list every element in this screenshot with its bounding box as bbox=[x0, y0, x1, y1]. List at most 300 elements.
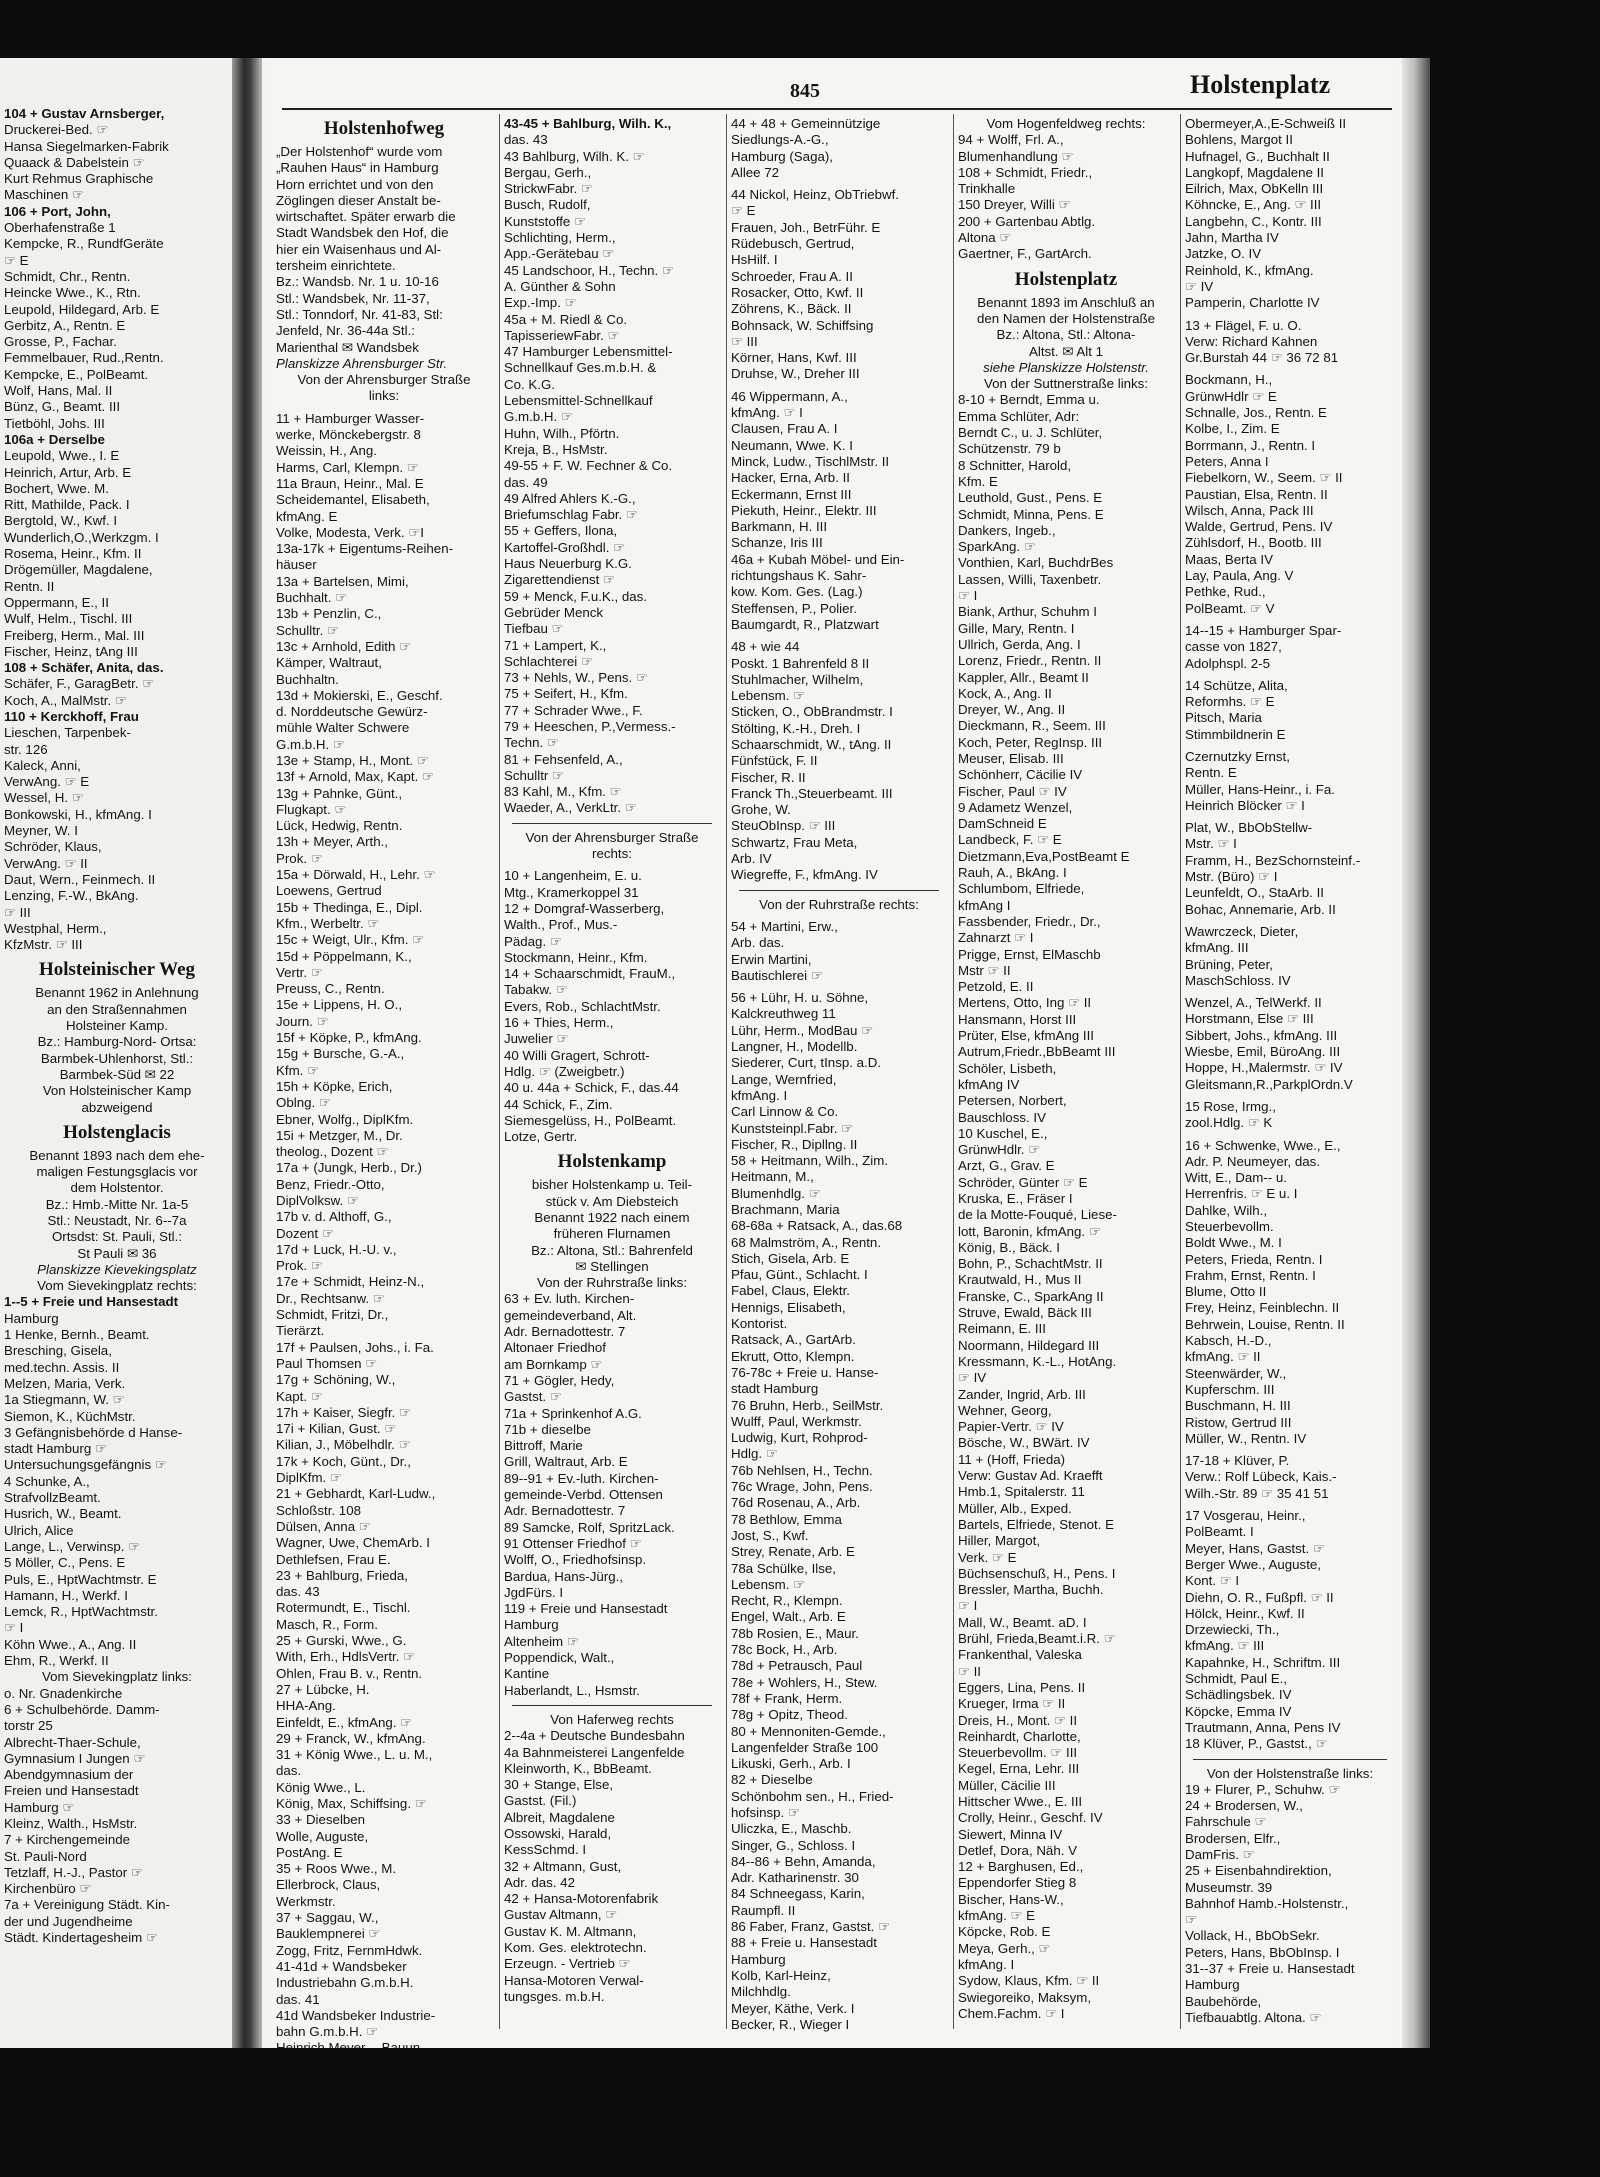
directory-entry-line: Langner, H., Modellb. bbox=[731, 1039, 858, 1055]
directory-entry-line: Singer, G., Schloss. I bbox=[731, 1837, 856, 1853]
directory-entry-line: Bergtold, W., Kwf. I bbox=[4, 513, 118, 529]
directory-entry-line: Peters, Anna I bbox=[1185, 453, 1269, 469]
directory-entry-line: Journ. ☞ bbox=[276, 1013, 329, 1029]
directory-entry-line: JgdFürs. I bbox=[504, 1584, 564, 1600]
street-note: bisher Holstenkamp u. Teil- bbox=[531, 1177, 693, 1193]
directory-entry-line: Adr. das. 42 bbox=[504, 1874, 575, 1890]
directory-entry-line: Schlichting, Herm., bbox=[504, 230, 616, 246]
directory-entry-line: Hennigs, Elisabeth, bbox=[731, 1299, 846, 1315]
directory-entry-line: Heinrich, Artur, Arb. E bbox=[4, 464, 132, 480]
directory-entry-line: Dozent ☞ bbox=[276, 1225, 334, 1241]
directory-entry-line: Hamburg ☞ bbox=[4, 1799, 75, 1815]
directory-entry-line: Husrich, W., Beamt. bbox=[4, 1506, 122, 1522]
directory-entry-line: Schnellkauf Ges.m.b.H. & bbox=[504, 360, 657, 376]
directory-entry-line: 13b + Penzlin, C., bbox=[276, 606, 382, 622]
directory-entry-line: Müller, Cäcilie III bbox=[958, 1777, 1056, 1793]
column-4 bbox=[958, 116, 1174, 2041]
directory-entry-line: Brachmann, Maria bbox=[731, 1202, 840, 1217]
directory-entry-line: 13h + Meyer, Arth., bbox=[276, 834, 388, 850]
directory-entry-line: Tabakw. ☞ bbox=[504, 982, 568, 998]
directory-entry-line: G.m.b.H. ☞ bbox=[504, 409, 573, 425]
street-note: Planskizze Kievekingsplatz bbox=[37, 1261, 197, 1277]
directory-entry-line: Bohn, P., SchachtMstr. II bbox=[958, 1256, 1103, 1272]
directory-entry-line: 17b v. d. Althoff, G., bbox=[276, 1209, 392, 1225]
directory-entry-line: König Wwe., L. bbox=[276, 1779, 366, 1795]
directory-entry-line: Bresching, Gisela, bbox=[4, 1343, 112, 1359]
directory-entry-line: das. 43 bbox=[504, 132, 548, 148]
street-note: siehe Planskizze Holstenstr. bbox=[983, 359, 1149, 375]
directory-entry-line: der und Jugendheime bbox=[4, 1913, 133, 1929]
directory-entry-line: Kontorist. bbox=[731, 1316, 788, 1332]
directory-entry-line: Ritt, Mathilde, Pack. I bbox=[4, 497, 130, 513]
directory-entry-line: Buschmann, H. III bbox=[1185, 1398, 1291, 1414]
directory-entry-line: Bösche, W., BWärt. IV bbox=[958, 1435, 1090, 1451]
directory-entry-line: 32 + Altmann, Gust, bbox=[504, 1858, 622, 1874]
previous-page-column bbox=[4, 106, 230, 2041]
directory-entry-line: 13c + Arnhold, Edith ☞ bbox=[276, 638, 412, 654]
directory-entry-line: 4 Schunke, A., bbox=[4, 1473, 90, 1489]
directory-entry-line: Carl Linnow & Co. bbox=[731, 1104, 839, 1120]
directory-entry-line: 1 Henke, Bernh., Beamt. bbox=[4, 1327, 150, 1343]
directory-entry-line: Grohe, W. bbox=[731, 802, 791, 818]
directory-entry-line: Hansa-Motoren Verwal- bbox=[504, 1972, 644, 1988]
directory-entry-line: ☞ IV bbox=[958, 1370, 987, 1386]
directory-entry-line: Pitsch, Maria bbox=[1185, 710, 1262, 726]
directory-entry-line: 17h + Kaiser, Siegfr. ☞ bbox=[276, 1404, 411, 1420]
directory-entry-line: Exp.-Imp. ☞ bbox=[504, 295, 577, 311]
directory-entry-line: Hamburg bbox=[504, 1617, 559, 1633]
section-rule bbox=[512, 823, 712, 824]
directory-entry-line: Gaertner, F., GartArch. bbox=[958, 246, 1092, 262]
directory-entry-line: Gerbitz, A., Rentn. E bbox=[4, 317, 126, 333]
directory-entry-line: Tierärzt. bbox=[276, 1323, 325, 1339]
directory-entry-line: Eilrich, Max, ObKelln III bbox=[1185, 181, 1324, 197]
directory-entry-line: Walth., Prof., Mus.- bbox=[504, 917, 618, 933]
directory-entry-line: Drögemüller, Magdalene, bbox=[4, 562, 153, 578]
directory-entry-line: App.-Gerätebau ☞ bbox=[504, 246, 615, 262]
directory-entry-line: 10 + Langenheim, E. u. bbox=[504, 868, 642, 884]
directory-entry-line: Brodersen, Elfr., bbox=[1185, 1830, 1281, 1846]
directory-entry-line: Zander, Ingrid, Arb. III bbox=[958, 1386, 1086, 1402]
directory-entry-line: Untersuchungsgefängnis ☞ bbox=[4, 1457, 167, 1473]
directory-entry-line: 11 + Hamburger Wasser- bbox=[276, 410, 425, 426]
directory-entry-line: Flugkapt. ☞ bbox=[276, 801, 347, 817]
directory-entry-line: ☞ E bbox=[4, 252, 29, 268]
street-note: Von der Ahrensburger Straße bbox=[525, 829, 699, 845]
directory-entry-line: Kantine bbox=[504, 1666, 550, 1682]
directory-entry-line: Loewens, Gertrud bbox=[276, 883, 382, 899]
directory-entry-line: Museumstr. 39 bbox=[1185, 1879, 1273, 1895]
directory-entry-line: Leuthold, Gust., Pens. E bbox=[958, 490, 1103, 506]
directory-entry-line: Steffensen, P., Polier. bbox=[731, 600, 857, 616]
directory-entry-line: str. 126 bbox=[4, 741, 48, 757]
directory-entry-line: 6 + Schulbehörde. Damm- bbox=[4, 1701, 160, 1717]
directory-entry-line: das. 41 bbox=[276, 1991, 320, 2007]
directory-entry-line: 86 Faber, Franz, Gastst. ☞ bbox=[731, 1919, 890, 1935]
directory-entry-line: 30 + Stange, Else, bbox=[504, 1777, 614, 1793]
directory-entry-line: 71b + dieselbe bbox=[504, 1421, 591, 1437]
section-rule bbox=[1193, 1759, 1387, 1760]
directory-entry-line: Detlef, Dora, Näh. V bbox=[958, 1842, 1077, 1858]
directory-entry-line: Bonkowski, H., kfmAng. I bbox=[4, 806, 152, 822]
directory-entry-line: Meuser, Elisab. III bbox=[958, 750, 1064, 766]
directory-entry-line: Müller, Alb., Exped. bbox=[958, 1500, 1072, 1516]
directory-entry-line: Druhse, W., Dreher III bbox=[731, 366, 860, 382]
directory-entry-line: Schloßstr. 108 bbox=[276, 1502, 361, 1518]
directory-entry-line: 14--15 + Hamburger Spar- bbox=[1185, 622, 1342, 638]
directory-entry-line: Wulff, Paul, Werkmstr. bbox=[731, 1413, 862, 1429]
directory-entry-line: Hmb.1, Spitalerstr. 11 bbox=[958, 1484, 1085, 1500]
directory-entry-line: 31--37 + Freie u. Hansestadt bbox=[1185, 1961, 1355, 1977]
column-divider bbox=[499, 114, 500, 2029]
directory-entry-line: Peters, Hans, BbObInsp. I bbox=[1185, 1944, 1340, 1960]
directory-entry-line: Hacker, Erna, Arb. II bbox=[731, 470, 850, 486]
directory-entry-line: Stl.: Wandsbek, Nr. 11-37, bbox=[276, 290, 430, 306]
directory-entry-line: 56 + Lühr, H. u. Söhne, bbox=[731, 990, 869, 1006]
directory-entry-line: 76b Nehlsen, H., Techn. bbox=[731, 1462, 873, 1478]
directory-entry-line: StrafvollzBeamt. bbox=[4, 1490, 101, 1506]
street-note: Von der Suttnerstraße links: bbox=[983, 376, 1149, 392]
street-note: Von der Ruhrstraße rechts: bbox=[759, 896, 919, 912]
directory-entry-line: 119 + Freie und Hansestadt bbox=[504, 1601, 668, 1617]
directory-entry-line: Poppendick, Walt., bbox=[504, 1650, 615, 1666]
directory-entry-line: de la Motte-Fouqué, Liese- bbox=[958, 1207, 1117, 1223]
directory-entry-line: 89 Samcke, Rolf, SpritzLack. bbox=[504, 1519, 675, 1535]
directory-entry-line: Hamburg bbox=[1185, 1977, 1240, 1993]
directory-entry-line: Scheidemantel, Elisabeth, bbox=[276, 492, 430, 508]
directory-entry-line: 17f + Paulsen, Johs., i. Fa. bbox=[276, 1339, 434, 1355]
scan-bottom-border bbox=[0, 2048, 1430, 2177]
directory-entry-line: Lenzing, F.-W., BkAng. bbox=[4, 888, 139, 904]
directory-entry-line: DiplKfm. ☞ bbox=[276, 1470, 342, 1486]
directory-entry-line: Siemesgelüss, H., PolBeamt. bbox=[504, 1112, 677, 1128]
directory-entry-line: Poskt. 1 Bahrenfeld 8 II bbox=[731, 655, 870, 671]
directory-entry-line: Petersen, Norbert, bbox=[958, 1093, 1067, 1109]
directory-entry-line: häuser bbox=[276, 557, 317, 573]
directory-entry-line: StrickwFabr. ☞ bbox=[504, 181, 593, 197]
directory-entry-line: 15e + Lippens, H. O., bbox=[276, 997, 403, 1013]
directory-entry-line: Kalckreuthweg 11 bbox=[731, 1006, 836, 1022]
directory-entry-line: Pfau, Günt., Schlacht. I bbox=[731, 1267, 868, 1283]
directory-entry-line: Baubehörde, bbox=[1185, 1993, 1262, 2009]
directory-entry-line: Bohac, Annemarie, Arb. II bbox=[1185, 901, 1336, 917]
directory-entry-line: G.m.b.H. ☞ bbox=[276, 736, 345, 752]
directory-entry-line: Schaarschmidt, W., tAng. II bbox=[731, 736, 892, 752]
directory-entry-line: 13f + Arnold, Max, Kapt. ☞ bbox=[276, 769, 434, 785]
directory-entry-line: Schützenstr. 79 b bbox=[958, 441, 1061, 457]
directory-entry-line: 40 u. 44a + Schick, F., das.44 bbox=[504, 1080, 679, 1096]
directory-entry-line: Bauklempnerei ☞ bbox=[276, 1926, 381, 1942]
directory-entry-line: Baumgardt, R., Platzwart bbox=[731, 616, 879, 632]
directory-entry-line: Vertr. ☞ bbox=[276, 964, 323, 980]
street-heading: Holsteinischer Weg bbox=[38, 959, 196, 981]
directory-entry-line: Dreis, H., Mont. ☞ II bbox=[958, 1712, 1078, 1728]
directory-entry-line: Fischer, R., Dipllng. II bbox=[731, 1136, 858, 1152]
directory-entry-line: Berndt C., u. J. Schlüter, bbox=[958, 425, 1103, 441]
directory-entry-line: Hoppe, H.,Malermstr. ☞ IV bbox=[1185, 1060, 1343, 1076]
directory-entry-line: 76 Bruhn, Herb., SeilMstr. bbox=[731, 1397, 884, 1413]
directory-entry-line: 17 Vosgerau, Heinr., bbox=[1185, 1508, 1306, 1524]
directory-entry-line: Langbehn, C., Kontr. III bbox=[1185, 213, 1322, 229]
directory-entry-line: 89--91 + Ev.-luth. Kirchen- bbox=[504, 1470, 659, 1486]
directory-entry-line: GrünwHdlr. ☞ bbox=[958, 1142, 1041, 1158]
directory-entry-line: Trinkhalle bbox=[958, 181, 1016, 197]
street-note: Vom Hogenfeldweg rechts: bbox=[986, 116, 1146, 131]
directory-entry-line: theolog., Dozent ☞ bbox=[276, 1144, 389, 1160]
directory-entry-line: Kurt Rehmus Graphische bbox=[4, 171, 154, 187]
directory-entry-line: Allee 72 bbox=[731, 164, 780, 180]
directory-entry-line: „Der Holstenhof“ wurde vom bbox=[276, 144, 443, 159]
directory-entry-line: Steuerbevollm. bbox=[1185, 1219, 1274, 1234]
directory-entry-line: Steenwärder, W., bbox=[1185, 1365, 1287, 1381]
directory-entry-line: 78c Bock, H., Arb. bbox=[731, 1642, 838, 1658]
directory-entry-line: Landbeck, F. ☞ E bbox=[958, 832, 1062, 848]
directory-entry-line: Ulrich, Alice bbox=[4, 1522, 74, 1538]
directory-entry-line: Bahnhof Hamb.-Holstenstr., bbox=[1185, 1895, 1349, 1911]
street-note: maligen Festungsglacis vor bbox=[36, 1164, 198, 1180]
street-note: Von der Ahrensburger Straße bbox=[297, 372, 471, 388]
street-note: Stl.: Neustadt, Nr. 6--7a bbox=[47, 1213, 187, 1228]
directory-entry-line: Meyer, Hans, Gastst. ☞ bbox=[1185, 1540, 1325, 1556]
directory-entry-line: Rauh, A., BkAng. I bbox=[958, 865, 1067, 881]
directory-entry-line: Leunfeldt, O., StaArb. II bbox=[1185, 885, 1324, 901]
directory-entry-line: Lebensm. ☞ bbox=[731, 688, 806, 704]
directory-entry-line: 17g + Schöning, W., bbox=[276, 1372, 396, 1388]
directory-entry-line: 45a + M. Riedl & Co. bbox=[504, 311, 628, 327]
directory-entry-line: kfmAng. ☞ II bbox=[1185, 1349, 1261, 1365]
directory-entry-line: 81 + Fehsenfeld, A., bbox=[504, 751, 623, 767]
directory-entry-line: Ekrutt, Otto, Klempn. bbox=[731, 1348, 855, 1364]
directory-entry-line: med.techn. Assis. II bbox=[4, 1359, 120, 1375]
directory-entry-line: VerwAng. ☞ II bbox=[4, 855, 88, 871]
directory-entry-line: Mall, W., Beamt. aD. I bbox=[958, 1614, 1087, 1630]
directory-entry-line: Langkopf, Magdalene II bbox=[1185, 164, 1324, 180]
directory-entry-line: 3 Gefängnisbehörde d Hanse- bbox=[4, 1424, 183, 1440]
directory-entry-line: Zöhrens, K., Bäck. II bbox=[731, 301, 852, 317]
directory-entry-line: Zühlsdorf, H., Bootb. III bbox=[1185, 535, 1322, 551]
directory-entry-line: Buchhalt. ☞ bbox=[276, 590, 348, 606]
directory-entry-line: Rentn. II bbox=[4, 578, 55, 594]
directory-entry-line: kfmAng IV bbox=[958, 1076, 1020, 1092]
directory-entry-line: Kaleck, Anni, bbox=[4, 757, 81, 773]
directory-entry-line: Sibbert, Johs., kfmAng. III bbox=[1185, 1027, 1338, 1043]
directory-entry-line: Fiebelkorn, W., Seem. ☞ II bbox=[1185, 470, 1343, 486]
directory-entry-line: Kolb, Karl-Heinz, bbox=[731, 1967, 831, 1983]
directory-entry-line: Schanze, Iris III bbox=[731, 535, 823, 551]
directory-entry-line: 80 + Mennoniten-Gemde., bbox=[731, 1723, 886, 1739]
directory-entry-line: Kapahnke, H., Schriftm. III bbox=[1185, 1654, 1341, 1670]
directory-entry-line: Papier-Vertr. ☞ IV bbox=[958, 1419, 1064, 1435]
directory-entry-line: Koch, A., MalMstr. ☞ bbox=[4, 692, 127, 708]
directory-entry-line: Kabsch, H.-D., bbox=[1185, 1333, 1272, 1349]
directory-entry-line: ☞ I bbox=[4, 1620, 24, 1636]
directory-entry-line: stadt Hamburg bbox=[731, 1381, 819, 1397]
directory-entry-line: Schädlingsbek. IV bbox=[1185, 1687, 1292, 1703]
directory-entry-line: Jatzke, O. IV bbox=[1185, 246, 1262, 262]
directory-entry-line: 24 + Brodersen, W., bbox=[1185, 1798, 1303, 1814]
directory-entry-line: 71 + Gögler, Hedy, bbox=[504, 1372, 615, 1388]
directory-entry-line: 11a Braun, Heinr., Mal. E bbox=[276, 475, 424, 491]
directory-entry-line: Behrwein, Louise, Rentn. II bbox=[1185, 1316, 1345, 1332]
directory-entry-line: 41d Wandsbeker Industrie- bbox=[276, 2007, 436, 2023]
directory-entry-line: 13a + Bartelsen, Mimi, bbox=[276, 573, 409, 589]
directory-entry-line: Prüter, Else, kfmAng III bbox=[958, 1028, 1094, 1044]
directory-entry-line: Schmidt, Paul E., bbox=[1185, 1671, 1287, 1687]
directory-entry-line: Heinrich Blöcker ☞ I bbox=[1185, 797, 1305, 813]
directory-entry-line: Lorenz, Friedr., Rentn. II bbox=[958, 653, 1102, 669]
directory-entry-line: Schmidt, Minna, Pens. E bbox=[958, 506, 1104, 522]
directory-entry-line: Müller, W., Rentn. IV bbox=[1185, 1430, 1307, 1446]
directory-entry-line: Blumenhandlung ☞ bbox=[958, 148, 1074, 164]
directory-entry-line: Dankers, Ingeb., bbox=[958, 522, 1056, 538]
directory-entry-line: Hamburg bbox=[731, 1951, 786, 1967]
directory-entry-line: 78e + Wohlers, H., Stew. bbox=[731, 1674, 878, 1690]
directory-entry-line: 75 + Seifert, H., Kfm. bbox=[504, 686, 628, 702]
directory-entry-line: 35 + Roos Wwe., M. bbox=[276, 1861, 397, 1877]
directory-entry-line: torstr 25 bbox=[4, 1718, 53, 1734]
directory-entry-line: Hittscher Wwe., E. III bbox=[958, 1793, 1083, 1809]
directory-entry-line: Kappler, Allr., Beamt II bbox=[958, 669, 1089, 685]
directory-entry-line: Wiesbe, Emil, BüroAng. III bbox=[1185, 1044, 1341, 1060]
directory-entry-line: Noormann, Hildegard III bbox=[958, 1337, 1100, 1353]
directory-entry-line: Puls, E., HptWachtmstr. E bbox=[4, 1571, 157, 1587]
directory-entry-line: Bischer, Hans-W., bbox=[958, 1891, 1064, 1907]
directory-entry-line: Verw: Richard Kahnen bbox=[1185, 333, 1318, 349]
directory-entry-line: 15h + Köpke, Erich, bbox=[276, 1078, 393, 1094]
directory-entry-line: Rosacker, Otto, Kwf. II bbox=[731, 284, 864, 300]
directory-entry-line: 18 Klüver, P., Gastst., ☞ bbox=[1185, 1736, 1328, 1752]
directory-entry-line: Leupold, Hildegard, Arb. E bbox=[4, 301, 160, 317]
directory-entry-line: 55 + Geffers, Ilona, bbox=[504, 523, 618, 539]
directory-entry-line: Blume, Otto II bbox=[1185, 1284, 1267, 1300]
directory-entry-line: Huhn, Wilh., Pförtn. bbox=[504, 425, 620, 441]
column-divider bbox=[726, 114, 727, 2029]
street-note: Benannt 1922 nach einem bbox=[534, 1210, 690, 1225]
directory-entry-line: 25 + Eisenbahndirektion, bbox=[1185, 1863, 1332, 1879]
directory-entry-line: Tietböhl, Johs. III bbox=[4, 415, 105, 431]
directory-entry-line: stadt Hamburg ☞ bbox=[4, 1441, 107, 1457]
directory-entry-line: 54 + Martini, Erw., bbox=[731, 918, 838, 934]
directory-entry-line: hofsinsp. ☞ bbox=[731, 1804, 800, 1820]
directory-entry-line: Plat, W., BbObStellw- bbox=[1185, 820, 1313, 836]
directory-entry-line: Gebrüder Menck bbox=[504, 604, 604, 620]
directory-entry-line: 4a Bahnmeisterei Langenfelde bbox=[504, 1744, 685, 1760]
directory-entry-line: Horn errichtet und von den bbox=[276, 176, 434, 192]
street-heading: Holstenplatz bbox=[1014, 268, 1118, 290]
directory-entry-line: Neumann, Wwe. K. I bbox=[731, 437, 853, 453]
directory-entry-line: 78b Rosien, E., Maur. bbox=[731, 1625, 859, 1641]
directory-entry-line: Meya, Gerh., ☞ bbox=[958, 1940, 1051, 1956]
directory-entry-line: Wagner, Uwe, ChemArb. I bbox=[276, 1535, 430, 1551]
directory-entry-line: Stich, Gisela, Arb. E bbox=[731, 1250, 850, 1266]
directory-entry-line: 78a Schülke, Ilse, bbox=[731, 1560, 836, 1576]
directory-entry-line: Verw.: Rolf Lübeck, Kais.- bbox=[1185, 1469, 1337, 1485]
directory-entry-line: 10 Kuschel, E., bbox=[958, 1125, 1048, 1141]
directory-entry-line: Stuhlmacher, Wilhelm, bbox=[731, 671, 864, 687]
directory-entry-line: 44 Schick, F., Zim. bbox=[504, 1096, 613, 1112]
directory-entry-line: Emma Schlüter, Adr: bbox=[958, 408, 1080, 424]
directory-entry-line: Prigge, Ernst, ElMaschb bbox=[958, 946, 1101, 962]
directory-entry-line: 43-45 + Bahlburg, Wilh. K., bbox=[504, 116, 672, 131]
directory-entry-line: 79 + Heeschen, P.,Vermess.- bbox=[504, 718, 676, 734]
scan-right-border bbox=[1430, 58, 1600, 2177]
directory-entry-line: 150 Dreyer, Willi ☞ bbox=[958, 197, 1071, 213]
directory-entry-line: 91 Ottenser Friedhof ☞ bbox=[504, 1535, 642, 1551]
street-note: Barmbek-Uhlenhorst, Stl.: bbox=[40, 1050, 194, 1066]
directory-entry-line: 23 + Bahlburg, Frieda, bbox=[276, 1567, 408, 1583]
directory-entry-line: 49 Alfred Ahlers K.-G., bbox=[504, 490, 636, 506]
directory-entry-line: Uliczka, E., Maschb. bbox=[731, 1821, 852, 1837]
directory-entry-line: Kreja, B., HsMstr. bbox=[504, 441, 608, 457]
directory-entry-line: 47 Hamburger Lebensmittel- bbox=[504, 344, 673, 360]
directory-entry-line: Sticken, O., ObBrandmstr. I bbox=[731, 704, 893, 720]
directory-entry-line: Vollack, H., BbObSekr. bbox=[1185, 1928, 1320, 1944]
directory-entry-line: PolBeamt. ☞ V bbox=[1185, 600, 1275, 616]
directory-entry-line: 106 + Port, John, bbox=[4, 203, 111, 219]
directory-entry-line: Reimann, E. III bbox=[958, 1321, 1046, 1337]
directory-entry-line: kfmAng. ☞ E bbox=[958, 1908, 1035, 1924]
directory-entry-line: Rosema, Heinr., Kfm. II bbox=[4, 546, 142, 562]
directory-entry-line: Eckermann, Ernst III bbox=[731, 486, 852, 502]
directory-entry-line: Gustav K. M. Altmann, bbox=[504, 1923, 637, 1939]
directory-entry-line: Boldt Wwe., M. I bbox=[1185, 1235, 1282, 1251]
directory-entry-line: Walde, Gertrud, Pens. IV bbox=[1185, 519, 1333, 535]
directory-entry-line: Benz, Friedr.-Otto, bbox=[276, 1176, 385, 1192]
directory-entry-line: Arb. das. bbox=[731, 935, 785, 951]
directory-entry-line: 17a + (Jungk, Herb., Dr.) bbox=[276, 1160, 422, 1176]
directory-entry-line: Oberhafenstraße 1 bbox=[4, 220, 116, 236]
directory-entry-line: Bressler, Martha, Buchh. bbox=[958, 1582, 1104, 1598]
directory-entry-line: SparkAng. ☞ bbox=[958, 539, 1036, 555]
directory-entry-line: Werkmstr. bbox=[276, 1893, 336, 1909]
directory-entry-line: 15 Rose, Irmg., bbox=[1185, 1098, 1276, 1114]
directory-entry-line: Dieckmann, R., Seem. III bbox=[958, 718, 1106, 734]
directory-entry-line: 7a + Vereinigung Städt. Kin- bbox=[4, 1897, 170, 1913]
directory-entry-line: 17d + Luck, H.-U. v., bbox=[276, 1241, 397, 1257]
directory-entry-line: Leupold, Wwe., I. E bbox=[4, 448, 120, 464]
directory-entry-line: Dahlke, Wilh., bbox=[1185, 1202, 1268, 1218]
directory-entry-line: Maas, Berta IV bbox=[1185, 551, 1273, 567]
directory-entry-line: 73 + Nehls, W., Pens. ☞ bbox=[504, 670, 648, 686]
directory-entry-line: 78f + Frank, Herm. bbox=[731, 1690, 843, 1706]
directory-entry-line: Reformhs. ☞ E bbox=[1185, 694, 1275, 710]
directory-entry-line: Engel, Walt., Arb. E bbox=[731, 1609, 846, 1625]
directory-entry-line: 21 + Gebhardt, Karl-Ludw., bbox=[276, 1486, 436, 1502]
directory-entry-line: 43 Bahlburg, Wilh. K. ☞ bbox=[504, 148, 645, 164]
directory-entry-line: 94 + Wolff, Frl. A., bbox=[958, 132, 1064, 148]
directory-entry-line: Freiberg, Herm., Mal. III bbox=[4, 627, 145, 643]
directory-entry-line: Barkmann, H. III bbox=[731, 519, 828, 535]
directory-entry-line: 88 + Freie u. Hansestadt bbox=[731, 1935, 877, 1951]
directory-entry-line: Schäfer, F., GaragBetr. ☞ bbox=[4, 676, 155, 692]
directory-entry-line: 68-68a + Ratsack, A., das.68 bbox=[731, 1218, 903, 1234]
directory-entry-line: das. bbox=[276, 1763, 302, 1779]
directory-entry-line: 15d + Pöppelmann, K., bbox=[276, 948, 412, 964]
directory-entry-line: 17i + Kilian, Gust. ☞ bbox=[276, 1421, 397, 1437]
directory-entry-line: Borrmann, J., Rentn. I bbox=[1185, 437, 1316, 453]
directory-entry-line: Lück, Hedwig, Rentn. bbox=[276, 818, 403, 834]
directory-entry-line: Biank, Arthur, Schuhm I bbox=[958, 604, 1097, 620]
directory-entry-line: Gastst. ☞ bbox=[504, 1389, 562, 1405]
column-3 bbox=[731, 116, 947, 2041]
directory-entry-line: Petzold, E. II bbox=[958, 979, 1034, 995]
directory-entry-line: Reinhardt, Charlotte, bbox=[958, 1728, 1081, 1744]
directory-entry-line: Lange, L., Verwinsp. ☞ bbox=[4, 1538, 141, 1554]
directory-entry-line: Ullrich, Gerda, Ang. I bbox=[958, 636, 1081, 652]
directory-entry-line: 2--4a + Deutsche Bundesbahn bbox=[504, 1728, 685, 1744]
street-note: Von der Ruhrstraße links: bbox=[536, 1275, 688, 1291]
directory-entry-line: 78g + Opitz, Theod. bbox=[731, 1707, 848, 1723]
